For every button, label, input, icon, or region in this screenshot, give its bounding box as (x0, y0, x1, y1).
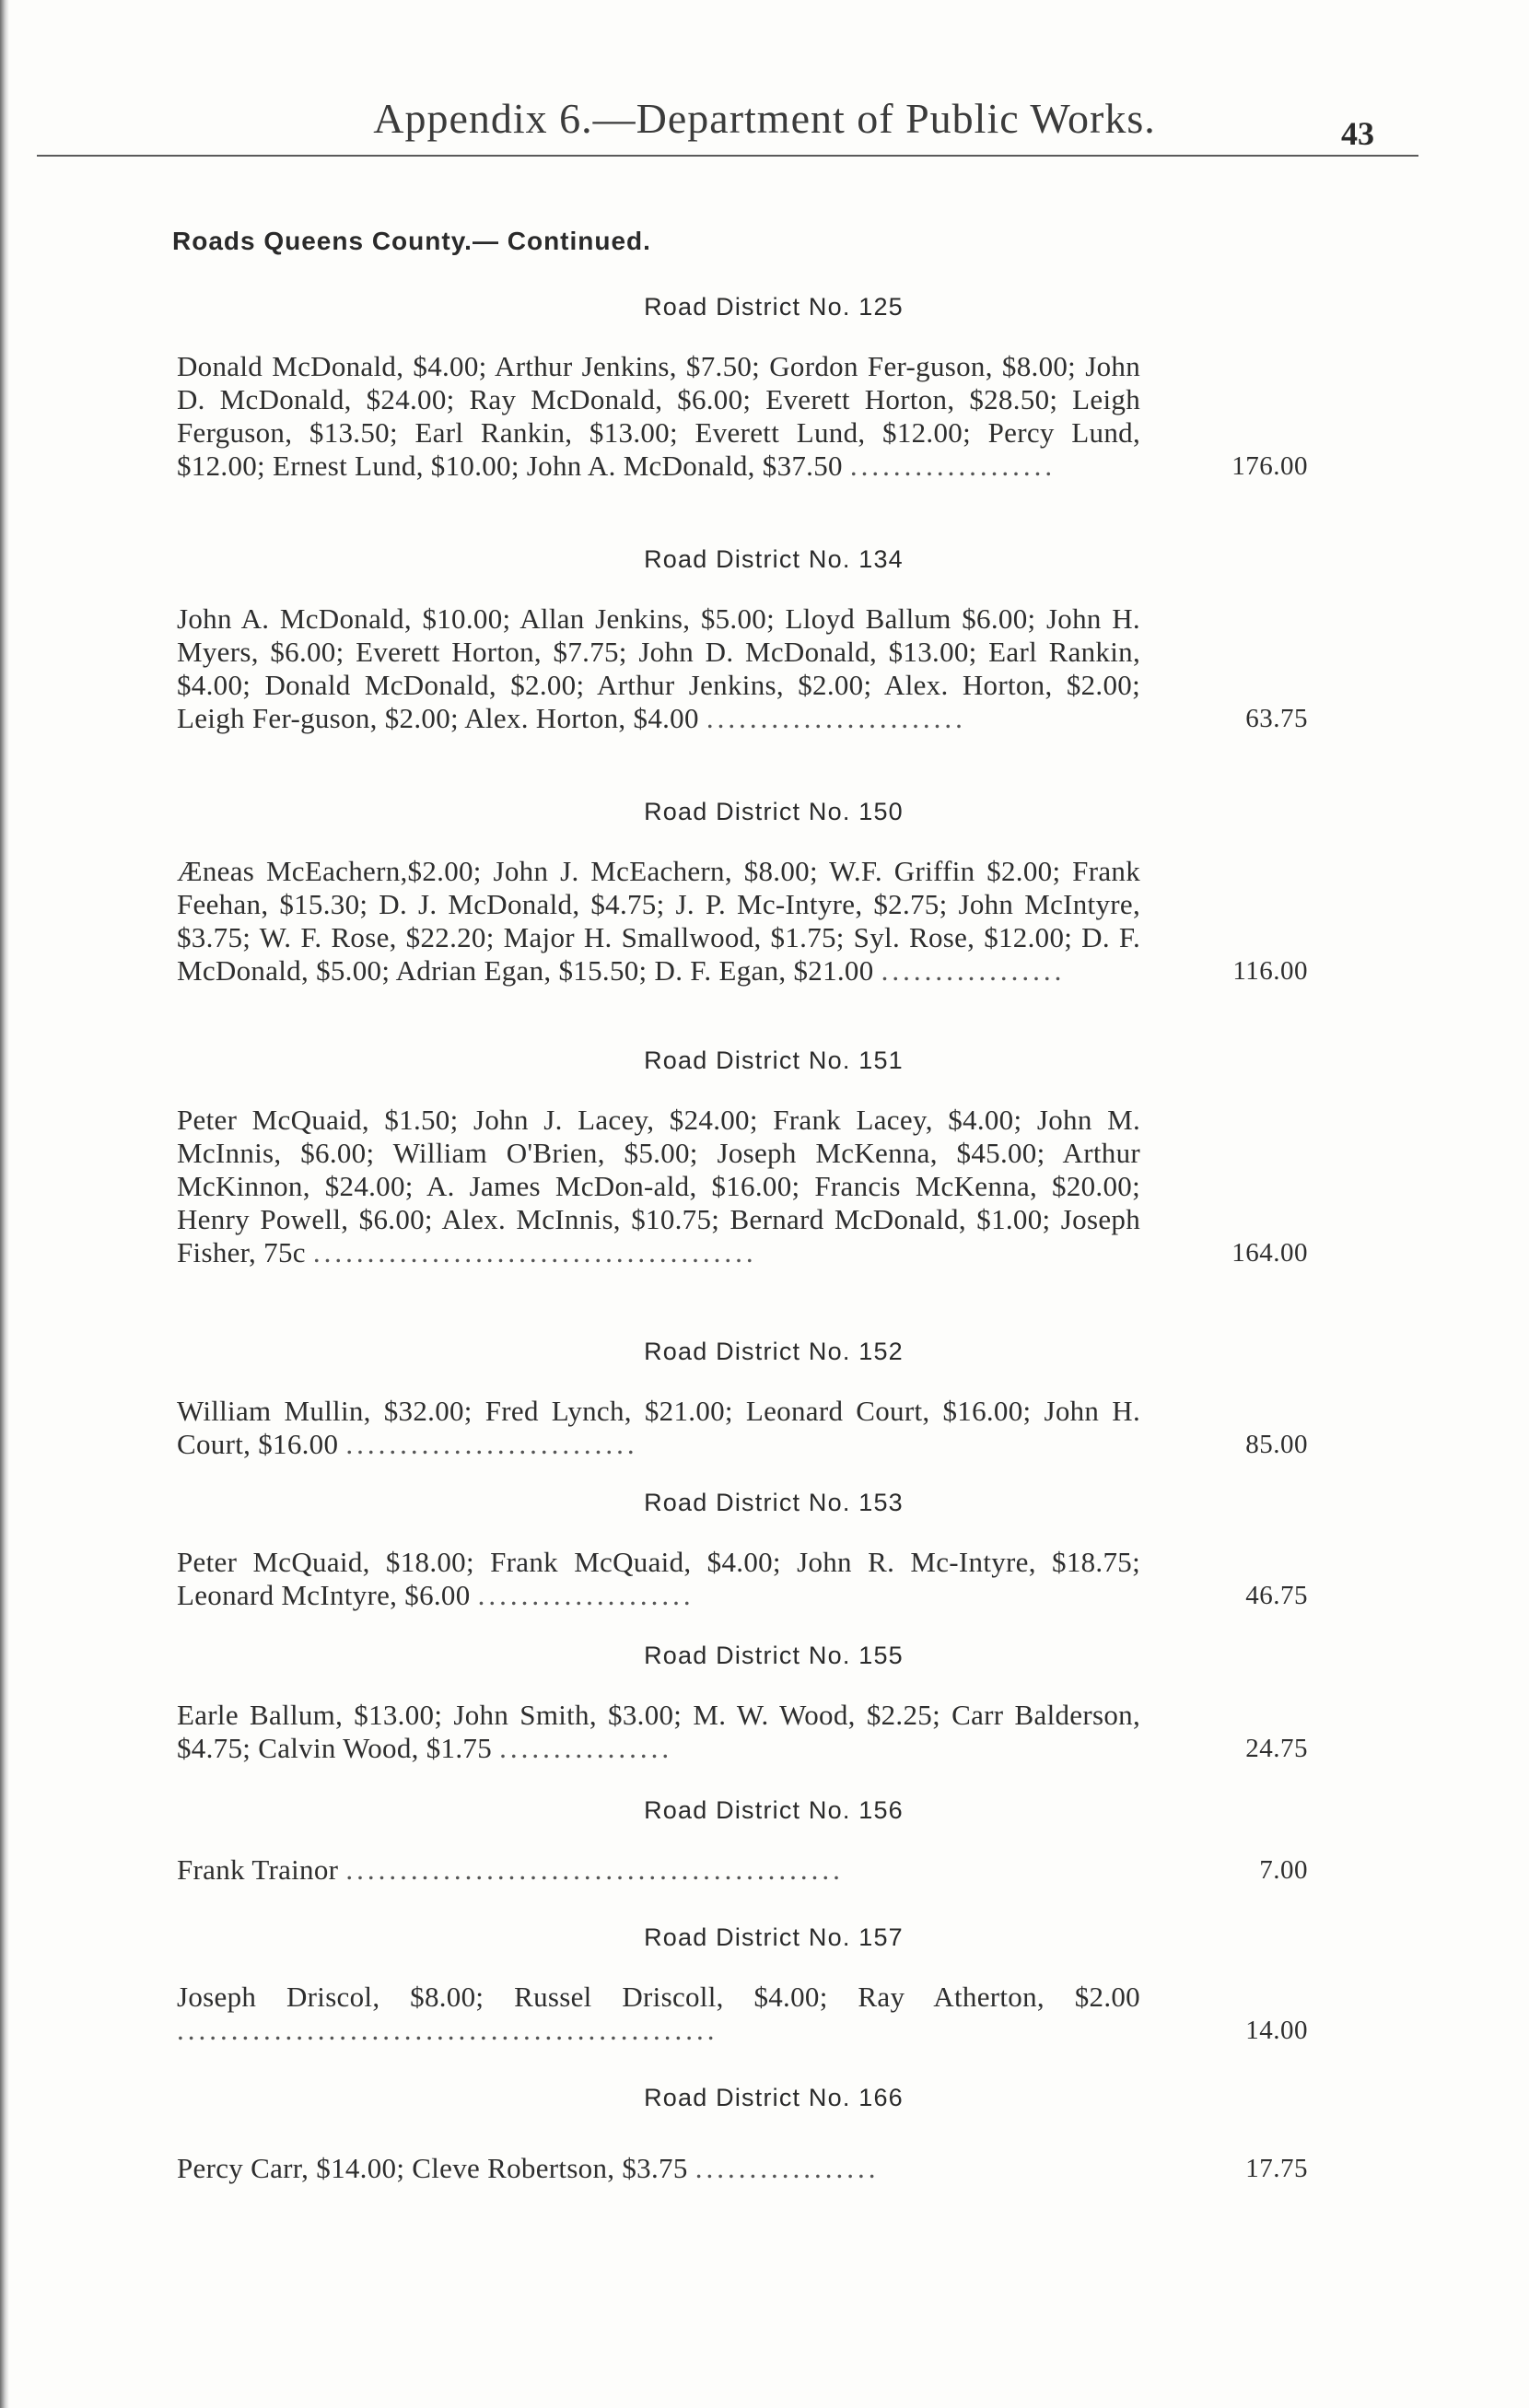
entry-amount: 14.00 (1245, 2016, 1308, 2045)
road-district-153 (0, 1483, 1529, 1612)
entry-text (177, 602, 1140, 735)
entry-text (177, 855, 1140, 988)
road-district-125 (0, 287, 1529, 483)
entry-names: Earle Ballum, $13.00; John Smith, $3.00; M. W. Wood, $2.25; Carr Balderson, $4.75; Calvin Wood, $1.75 (177, 1699, 1140, 1764)
dot-leader: .................... (477, 1579, 694, 1611)
running-head: Appendix 6.—Department of Public Works. (373, 95, 1156, 142)
road-district-152 (0, 1332, 1529, 1461)
road-district-155 (0, 1636, 1529, 1765)
entry-amount: 85.00 (1245, 1430, 1308, 1459)
entry-names: Percy Carr, $14.00; Cleve Robertson, $3.75 (177, 2152, 688, 2184)
entry-text (177, 1853, 1140, 1887)
district-heading: Road District No. 166 (644, 2084, 904, 2111)
district-heading: Road District No. 156 (644, 1796, 904, 1824)
entry-names: William Mullin, $32.00; Fred Lynch, $21.00; Leonard Court, $16.00; John H. Court, $16.00 (177, 1395, 1140, 1460)
entry-amount: 46.75 (1245, 1581, 1308, 1610)
section-title: Roads Queens County.— Continued. (172, 227, 651, 255)
dot-leader: ................. (694, 2152, 880, 2184)
entry-text (177, 1981, 1140, 2047)
road-district-134 (0, 540, 1529, 735)
road-district-166 (0, 2078, 1529, 2185)
entry-names: John A. McDonald, $10.00; Allan Jenkins, $5.00; Lloyd Ballum $6.00; John H. Myers, $6.00; Everett Horton, $7.75; John D. McDonald, $13.00; Earl Rankin, $4.00; Donald McDonald, $2.00; Arthur Jenkins, $2.00; Alex. Horton, $2.00; Leigh Fer-guson, $2.00; Alex. Horton, $4.00 (177, 602, 1140, 734)
entry-amount: 7.00 (1259, 1855, 1308, 1885)
district-entry (0, 602, 1529, 735)
district-entry (0, 1853, 1529, 1887)
dot-leader: ................ (499, 1732, 673, 1764)
dot-leader: ........................... (345, 1428, 638, 1460)
entry-names: Peter McQuaid, $1.50; John J. Lacey, $24.00; Frank Lacey, $4.00; John M. McInnis, $6.00; William O'Brien, $5.00; Joseph McKenna, $45.00; Arthur McKinnon, $24.00; A. James McDon-ald, $16.00; Francis McKenna, $20.00; Henry Powell, $6.00; Alex. McInnis, $10.75; Bernard McDonald, $1.00; Joseph Fisher, 75c (177, 1104, 1140, 1268)
page-header (0, 85, 1529, 158)
district-heading: Road District No. 152 (644, 1338, 904, 1365)
district-entry (0, 1104, 1529, 1269)
entry-text (177, 1395, 1140, 1461)
district-entry (0, 1699, 1529, 1765)
district-heading: Road District No. 157 (644, 1923, 904, 1951)
dot-leader: ................. (881, 954, 1066, 987)
entry-amount: 24.75 (1245, 1734, 1308, 1763)
district-entry (0, 350, 1529, 483)
entry-text (177, 2152, 1140, 2185)
district-entry (0, 1546, 1529, 1612)
district-heading: Road District No. 134 (644, 545, 904, 573)
dot-leader: ................... (849, 450, 1056, 482)
dot-leader: .................................................. (177, 2014, 718, 2046)
road-district-156 (0, 1791, 1529, 1887)
entry-text (177, 1699, 1140, 1765)
entry-names: Joseph Driscol, $8.00; Russel Driscoll, $4.00; Ray Atherton, $2.00 (177, 1981, 1140, 2013)
district-heading: Road District No. 151 (644, 1046, 904, 1074)
district-entry (0, 2152, 1529, 2185)
entry-names: Donald McDonald, $4.00; Arthur Jenkins, $7.50; Gordon Fer-guson, $8.00; John D. McDonald, $24.00; Ray McDonald, $6.00; Everett Horton, $28.50; Leigh Ferguson, $13.50; Earl Rankin, $13.00; Everett Lund, $12.00; Percy Lund, $12.00; Ernest Lund, $10.00; John A. McDonald, $37.50 (177, 350, 1140, 482)
district-heading: Road District No. 125 (644, 293, 904, 321)
entry-names: Peter McQuaid, $18.00; Frank McQuaid, $4.00; John R. Mc-Intyre, $18.75; Leonard McIntyre, $6.00 (177, 1546, 1140, 1611)
district-entry (0, 855, 1529, 988)
entry-amount: 17.75 (1245, 2154, 1308, 2183)
dot-leader: ........................ (706, 702, 966, 734)
entry-text (177, 1546, 1140, 1612)
entry-amount: 63.75 (1245, 704, 1308, 733)
entry-amount: 116.00 (1232, 956, 1308, 986)
district-heading: Road District No. 155 (644, 1642, 904, 1669)
entry-amount: 176.00 (1231, 451, 1308, 481)
district-heading: Road District No. 150 (644, 798, 904, 825)
dot-leader: ......................................... (312, 1236, 757, 1268)
district-entry (0, 1395, 1529, 1461)
road-district-157 (0, 1918, 1529, 2047)
entry-amount: 164.00 (1231, 1238, 1308, 1268)
header-rule (37, 155, 1418, 157)
page-number: 43 (1341, 115, 1374, 152)
entry-text (177, 350, 1140, 483)
dot-leader: .............................................. (345, 1853, 844, 1886)
entry-names: Æneas McEachern,$2.00; John J. McEachern, $8.00; W.F. Griffin $2.00; Frank Feehan, $15.30; D. J. McDonald, $4.75; J. P. Mc-Intyre, $2.75; John McIntyre, $3.75; W. F. Rose, $22.20; Major H. Smallwood, $1.75; Syl. Rose, $12.00; D. F. McDonald, $5.00; Adrian Egan, $15.50; D. F. Egan, $21.00 (177, 855, 1140, 987)
road-district-150 (0, 792, 1529, 988)
district-heading: Road District No. 153 (644, 1489, 904, 1516)
entry-text (177, 1104, 1140, 1269)
district-entry (0, 1981, 1529, 2047)
road-district-151 (0, 1041, 1529, 1269)
entry-names: Frank Trainor (177, 1853, 339, 1886)
